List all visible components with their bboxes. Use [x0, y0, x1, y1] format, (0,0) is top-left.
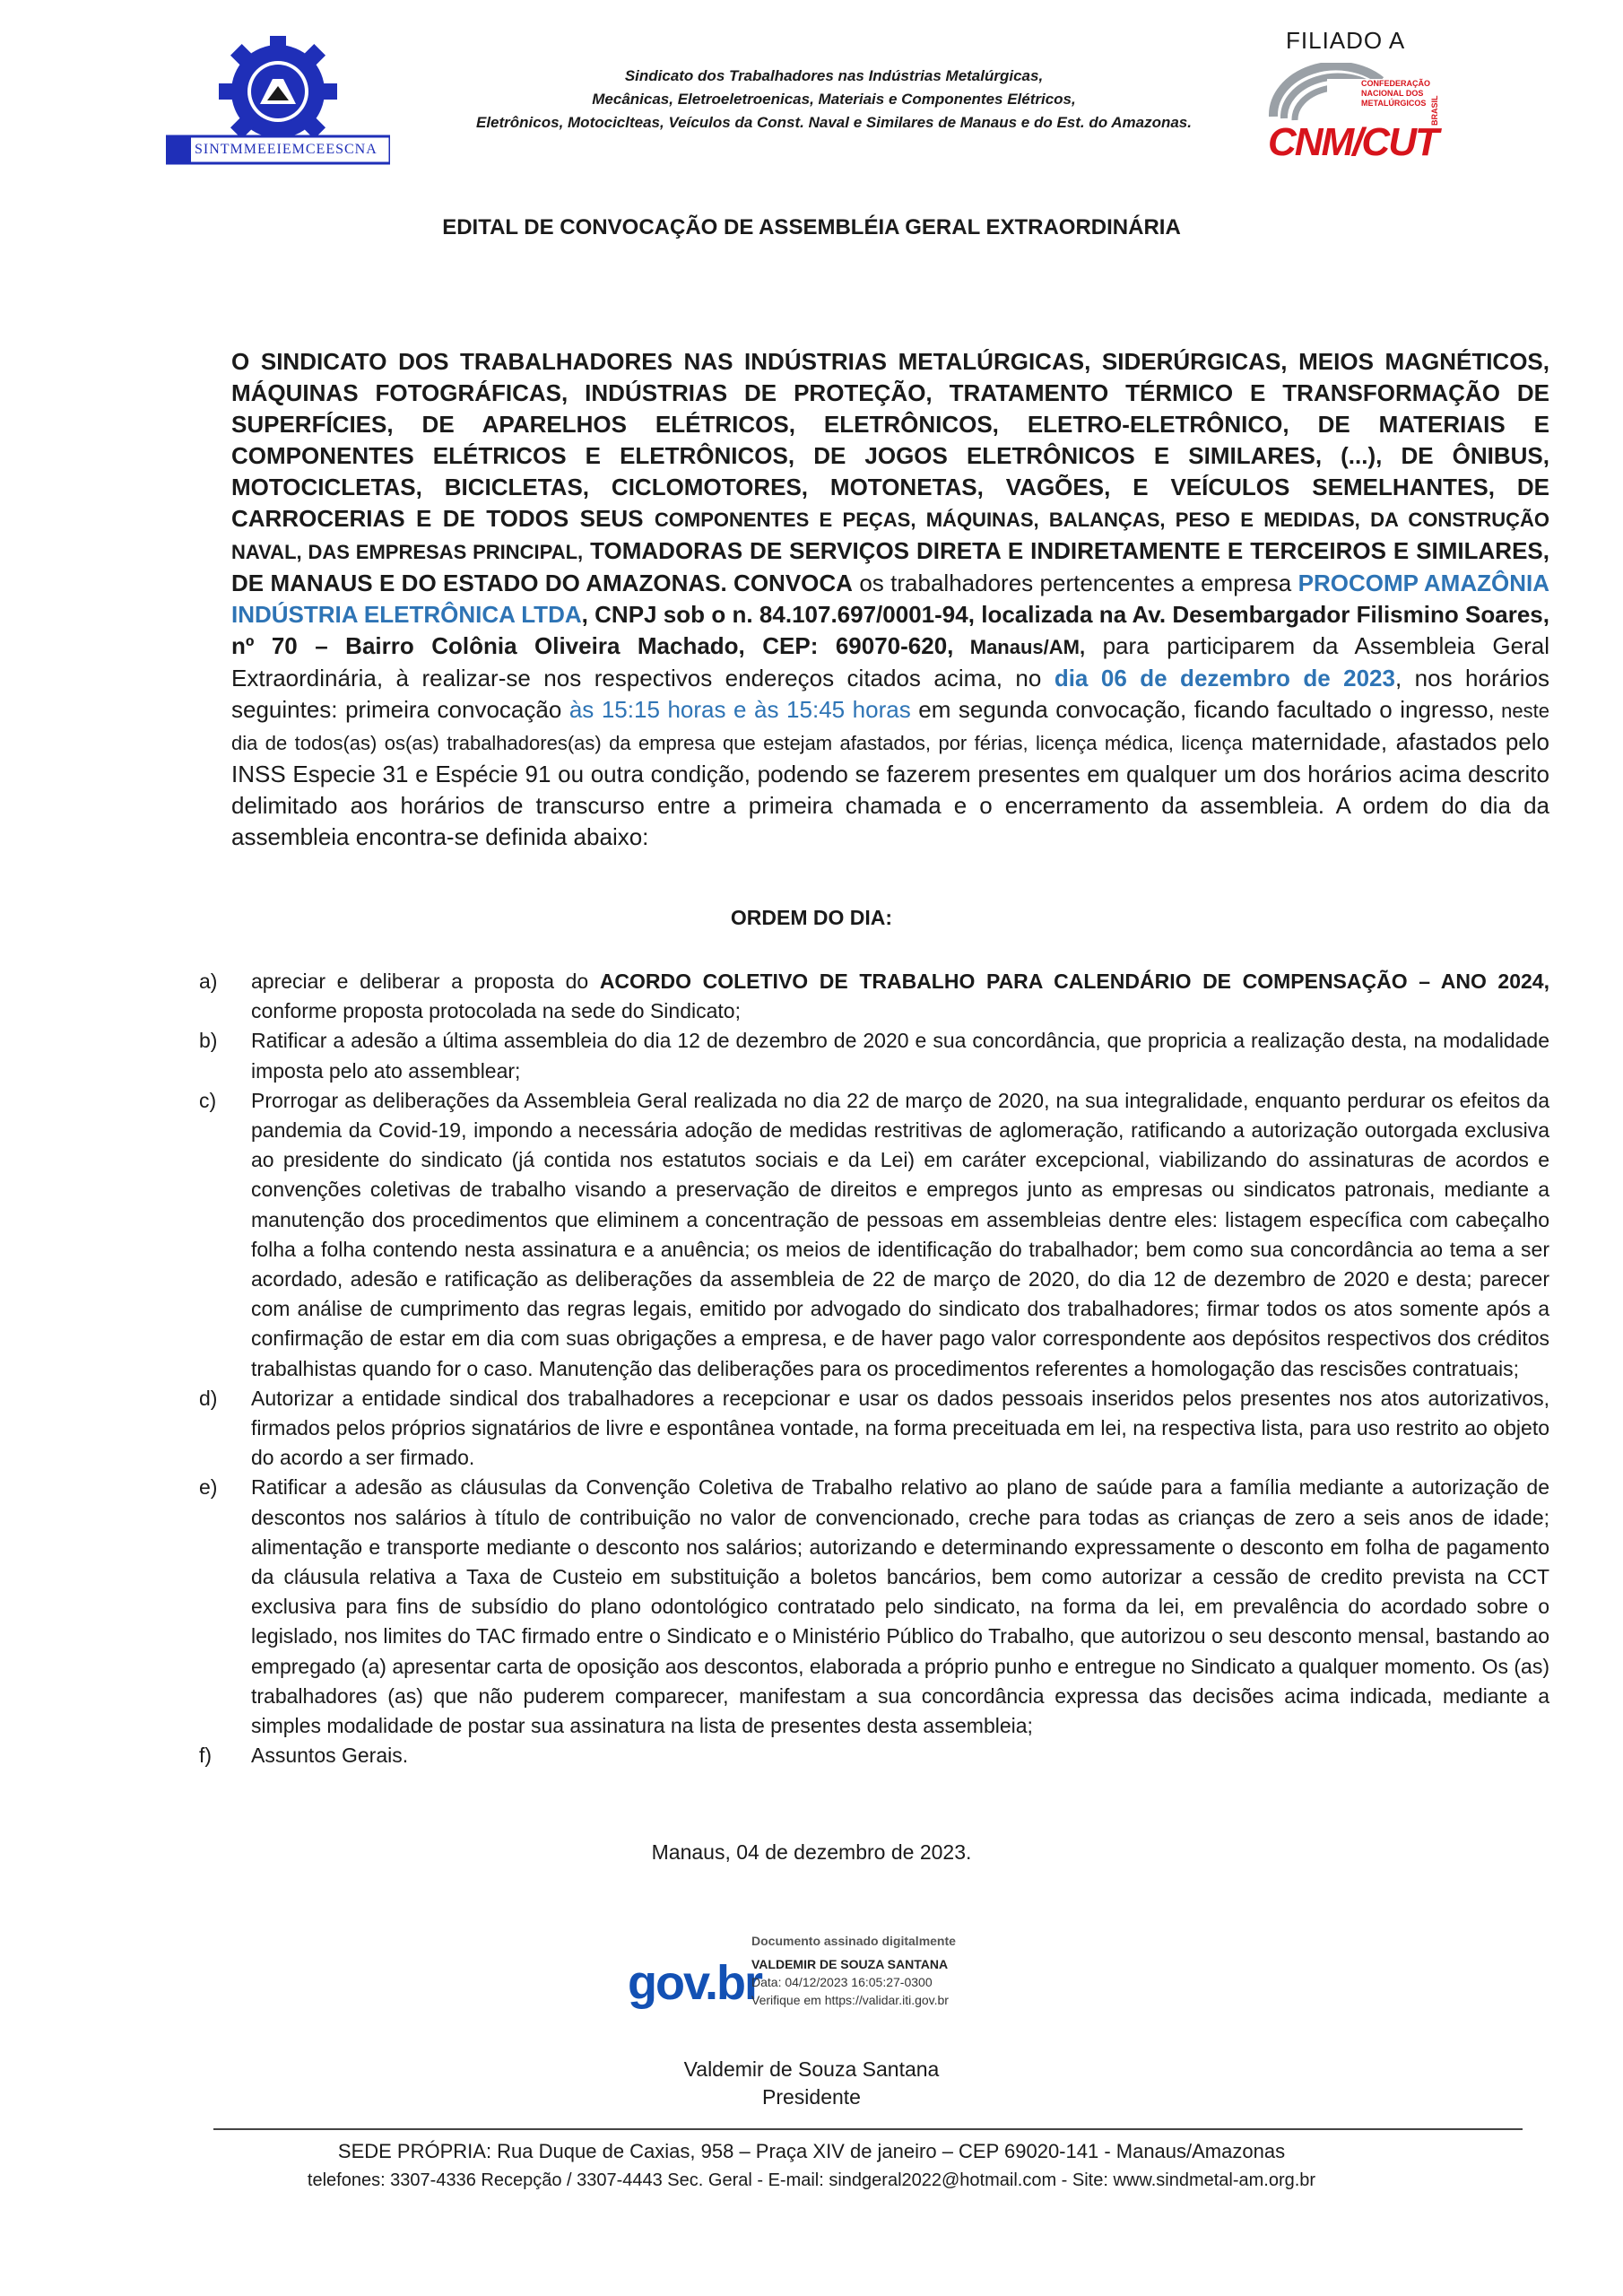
govbr-logo-text: gov.br — [628, 1956, 761, 2010]
agenda-item-c — [199, 1086, 1549, 1384]
affiliation-block — [1264, 27, 1444, 170]
footer-address: SEDE PRÓPRIA: Rua Duque de Caxias, 958 – Praça XIV de janeiro – CEP 69020-141 - Manaus/Amazonas — [337, 2140, 1286, 2162]
union-name-caps-small: COMPONENTES E PEÇAS, MÁQUINAS, BALANÇAS, PESO E MEDIDAS, DA CONSTRUÇÃO NAVAL, DAS EMPRESAS PRINCIPAL, — [231, 509, 1549, 563]
agenda-item-text: Ratificar a adesão a última assembleia do dia 12 de dezembro de 2020 e sua concordância, que propricia a realização desta, na modalidade imposta pelo ato assemblear; — [251, 1029, 1549, 1083]
header-line-2: Mecânicas, Eletroeletroenicas, Materiais e Componentes Elétricos, — [592, 91, 1076, 108]
place-and-date: Manaus, 04 de dezembro de 2023. — [651, 1840, 972, 1864]
digital-signature-stamp — [628, 1930, 1031, 2029]
intro-text-5: neste dia de todos(as) os(as) trabalhadores(as) da empresa que estejam afastados, por férias, licença médica, licença — [231, 700, 1549, 754]
union-name-caps-end: TOMADORAS DE SERVIÇOS DIRETA E INDIRETAMENTE E TERCEIROS E SIMILARES, DE MANAUS E DO ESTADO DO AMAZONAS. CONVOCA — [231, 537, 1549, 596]
agenda-letter: c) — [199, 1088, 217, 1112]
agenda-item-text: apreciar e deliberar a proposta do — [251, 970, 600, 993]
agenda-list — [199, 967, 1549, 1770]
signature-signer: VALDEMIR DE SOUZA SANTANA — [751, 1957, 949, 1971]
signature-verify-link[interactable]: Verifique em https://validar.iti.gov.br — [751, 1993, 949, 2007]
union-header — [421, 65, 1246, 135]
signature-label: Documento assinado digitalmente — [751, 1934, 956, 1948]
agenda-item-highlight: ACORDO COLETIVO DE TRABALHO PARA CALENDÁRIO DE COMPENSAÇÃO – ANO 2024, — [599, 970, 1549, 993]
footer-divider — [213, 2128, 1523, 2130]
assembly-date: dia 06 de dezembro de 2023 — [1054, 665, 1395, 691]
document-title: EDITAL DE CONVOCAÇÃO DE ASSEMBLÉIA GERAL EXTRAORDINÁRIA — [442, 215, 1181, 239]
intro-text-3: , nos horários seguintes: primeira convocação — [231, 665, 1549, 723]
convocation-paragraph — [231, 346, 1549, 853]
affiliation-label: FILIADO A — [1286, 27, 1406, 54]
agenda-letter: d) — [199, 1386, 218, 1410]
agenda-item-text: Prorrogar as deliberações da Assembleia Geral realizada no dia 22 de março de 2020, na sua integralidade, enquanto perdurar os efeitos da pandemia da Covid-19, impondo a necessária adoção de medidas restritivas de aglomeração, ratificando a autorização outorgada exclusiva ao presidente do sindicato (já contida nos estatutos sociais e da Lei) em caráter excepcional, viabilizando do assinaturas de acordos e convenções coletivas de trabalho visando a preservação de direitos e empregos junto as empresas ou sindicatos patronais, mediante a manutenção dos procedimentos que eliminem a concentração de pessoas em assembleias dentre eles: listagem específica com cabeçalho folha a folha contendo nesta assinatura e a anuência; os meios de identificação do trabalhador; bem como sua concordância ao tema a ser acordado, adesão e ratificação as deliberações da assembleia de 22 de março de 2020, do dia 12 de dezembro de 2020 e desta; parecer com análise de cumprimento das regras legais, emitido por advogado do sindicato dos trabalhadores; firmar todos os atos somente após a confirmação de estar em dia com suas obrigações a empresa, e de haver pago valor correspondente aos depósitos respectivos dos créditos trabalhistas quando for o caso. Manutenção das deliberações para os procedimentos referentes a homologação das rescisões contratuais; — [251, 1088, 1549, 1380]
agenda-letter: f) — [199, 1744, 213, 1768]
header-line-1: Sindicato dos Trabalhadores nas Indústrias Metalúrgicas, — [624, 67, 1044, 84]
agenda-letter: a) — [199, 970, 218, 993]
intro-text-2: para participarem da Assembleia Geral Extraordinária, à realizar-se nos respectivos endereços citados acima, no — [231, 632, 1549, 691]
cut-side-text: CONFEDERAÇÃO NACIONAL DOS METALÚRGICOS — [1361, 79, 1431, 108]
agenda-letter: e) — [199, 1475, 218, 1500]
union-name-caps: O SINDICATO DOS TRABALHADORES NAS INDÚSTRIAS METALÚRGICAS, SIDERÚRGICAS, MEIOS MAGNÉTICOS, MÁQUINAS FOTOGRÁFICAS, INDÚSTRIAS DE PROTEÇÃO, TRATAMENTO TÉRMICO E TRANSFORMAÇÃO DE SUPERFÍCIES, DE APARELHOS ELÉTRICOS, ELETRÔNICOS, ELETRO-ELETRÔNICO, DE MATERIAIS E COMPONENTES ELÉTRICOS E ELETRÔNICOS, DE JOGOS ELETRÔNICOS E SIMILARES, (...), DE ÔNIBUS, MOTOCICLETAS, BICICLETAS, CICLOMOTORES, MOTONETAS, VAGÕES, E VEÍCULOS SEMELHANTES, DE CARROCERIAS E DE TODOS SEUS — [231, 348, 1549, 532]
signer-name: Valdemir de Souza Santana — [683, 2057, 940, 2081]
agenda-item-e — [199, 1473, 1549, 1741]
agenda-item-text: Assuntos Gerais. — [251, 1744, 409, 1768]
union-logo — [166, 36, 390, 170]
header-line-3: Eletrônicos, Motociclteas, Veículos da Const. Naval e Similares de Manaus e do Est. do Amazonas. — [476, 114, 1192, 131]
logo-band-text: SINTMMEEIEMCEESCNA — [195, 142, 378, 157]
company-details: , CNPJ sob o n. 84.107.697/0001-94, localizada na Av. Desembargador Filismino Soares, nº 70 – Bairro Colônia Oliveira Machado, CEP: 69070-620, — [231, 601, 1549, 659]
agenda-item-b — [199, 1026, 1549, 1085]
company-name: PROCOMP AMAZÔNIA INDÚSTRIA ELETRÔNICA LTDA — [231, 570, 1549, 628]
signer-role: Presidente — [762, 2085, 861, 2109]
intro-text-1: os trabalhadores pertencentes a empresa — [852, 570, 1298, 596]
signature-date: Data: 04/12/2023 16:05:27-0300 — [751, 1975, 933, 1989]
agenda-item-text: conforme proposta protocolada na sede do Sindicato; — [251, 999, 741, 1023]
cut-vertical-text: BRASIL — [1430, 95, 1439, 126]
company-city: Manaus/AM, — [953, 636, 1086, 658]
agenda-item-d — [199, 1384, 1549, 1474]
agenda-item-a — [199, 967, 1549, 1026]
govbr-logo — [628, 1955, 761, 2011]
intro-text-4: em segunda convocação, ficando facultado o ingresso, — [910, 696, 1495, 723]
footer-contacts: telefones: 3307-4336 Recepção / 3307-4443 Sec. Geral - E-mail: sindgeral2022@hotmail.com - Site: www.sindmetal-am.org.br — [307, 2170, 1316, 2190]
agenda-item-text: Ratificar a adesão as cláusulas da Convenção Coletiva de Trabalho relativo ao plano de saúde para a família mediante a autorização de descontos nos salários à título de contribuição no valor de convencionado, creche para todas as crianças de zero a seis anos de idade; alimentação e transporte mediante o desconto nos salários; autorizando e determinando expressamente o desconto em folha de pagamento da cláusula relativa a Taxa de Custeio em substituição a boletos bancários, bem como autorizar a cessão de credito prevista na CCT exclusiva para fins de subsídio do plano odontológico contratado pelo sindicato, na forma da lei, em prevalência do acordado sobre o legislado, nos limites do TAC firmado entre o Sindicato e o Ministério Público do Trabalho, que autorizou o seu desconto mensal, bastando ao empregado (a) apresentar carta de oposição aos descontos, elaborada a próprio punho e entregue no Sindicato a qualquer momento. Os (as) trabalhadores (as) que não puderem comparecer, manifestam a sua concordância expressa das decisões acima indicada, mediante a simples modalidade de postar sua assinatura na lista de presentes desta assembleia; — [251, 1475, 1549, 1738]
signature-details — [751, 1932, 956, 2009]
assembly-times: às 15:15 horas e às 15:45 horas — [568, 696, 911, 723]
intro-text-6: maternidade, afastados pelo INSS Especie 31 e Espécie 91 ou outra condição, podendo se fazerem presentes em qualquer um dos horários acima descrito delimitado aos horários de transcurso entre a primeira chamada e o encerramento da assembleia. A ordem do dia da assembleia encontra-se definida abaixo: — [231, 728, 1549, 850]
agenda-title: ORDEM DO DIA: — [730, 906, 893, 929]
agenda-item-f — [199, 1741, 1549, 1770]
agenda-item-text: Autorizar a entidade sindical dos trabalhadores a recepcionar e usar os dados pessoais inseridos pelos presentes nos atos autorizativos, firmados pelos próprios signatários de livre e espontânea vontade, na forma preceituada em lei, na respectiva lista, para uso restrito ao objeto do acordo a ser firmado. — [251, 1386, 1549, 1470]
agenda-letter: b) — [199, 1029, 218, 1053]
cut-logo-text: CNM/CUT — [1268, 120, 1437, 164]
